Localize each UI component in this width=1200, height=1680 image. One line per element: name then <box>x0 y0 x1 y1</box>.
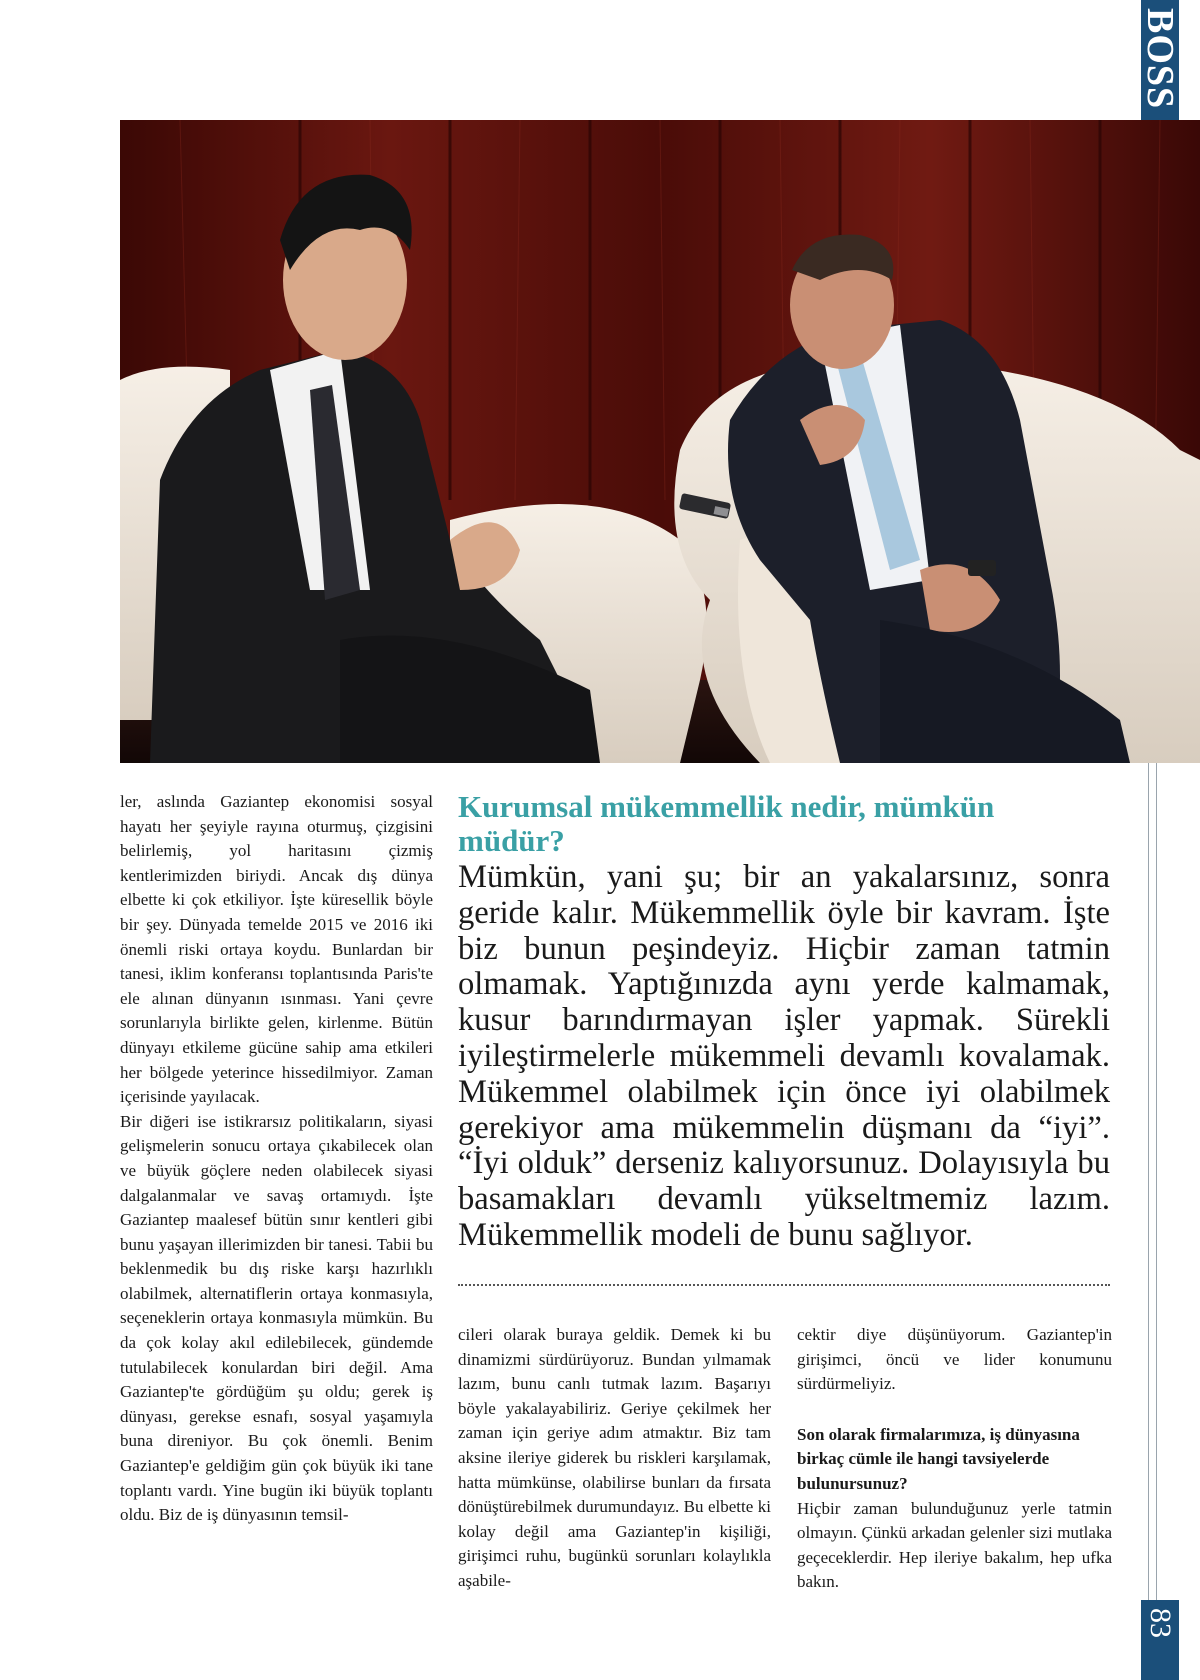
article-right-column <box>797 1323 1112 1595</box>
paragraph: cektir diye düşünüyorum. Gaziantep'in girişimci, öncü ve lider konumunu sürdürmeliyiz. <box>797 1325 1112 1394</box>
paragraph: cileri olarak buraya geldik. Demek ki bu dinamizmi sürdürüyoruz. Bundan yılmamak lazım, bunu canlı tutmak lazım. Başarıyı böyle yakalayabiliriz. Geriye çekilmek her zaman için geriye adım atmaktır. Biz tam aksine ileriye giderek bu riskleri karşılamak, hatta mümkünse, olabilirse bunları da fırsata dönüştürebilmek durumundayız. Bu elbette ki kolay değil ama Gaziantep'in kişiliği, girişimci ruhu, bugünkü sorunları kolaylıkla aşabile- <box>458 1325 771 1590</box>
article-middle-column <box>458 1323 771 1594</box>
paragraph: ler, aslında Gaziantep ekonomisi sosyal hayatı her şeyiyle rayına oturmuş, çizgisini belirlemiş, yol haritasını çizmiş kentlerimizden biriydi. Ancak dış dünya elbette ki çok etkiliyor. İşte küresellik böyle bir şey. Dünyada temelde 2015 ve 2016 iki önemli riski ortaya koydu. Bunlardan bir tanesi, iklim konferansı toplantısında Paris'te ele alınan dünyanın ısınması. Yani çevre sorunlarıyla birlikte gelen, kirlenme. Bütün dünyayı etkileme gücüne sahip ama etkileri her bölgede yeterince hissedilmiyor. Zaman içerisinde yayılacak. <box>120 792 433 1107</box>
answer-paragraph: Mümkün, yani şu; bir an yakalarsınız, sonra geride kalır. Mükemmellik öyle bir kavram. İşte biz bunun peşindeyiz. Hiçbir zaman tatmin olmamak. Yaptığınızda aynı yerde kalmamak, kusur barındırmayan işler yapmak. Sürekli iyileştirmelerle mükemmeli devamlı kovalamak. Mükemmel olabilmek için önce iyi olabilmek gerekiyor ama mükemmelin düşmanı da “iyi”. “İyi olduk” derseniz kalıyorsunuz. Dolayısıyla bu basamakları devamlı yükseltmemiz lazım. Mükemmellik modeli de bunu sağlıyor. <box>458 859 1110 1253</box>
interview-photo <box>120 120 1200 763</box>
question-heading: Son olarak firmalarımıza, iş dünyasına birkaç cümle ile hangi tavsiyelerde bulunursunuz? <box>797 1424 1080 1493</box>
answer-paragraph: Hiçbir zaman bulunduğunuz yerle tatmin olmayın. Çünkü arkadan gelenler sizi mutlaka geçeceklerdir. Hep ileriye bakalım, hep ufka bakın. <box>797 1498 1112 1592</box>
paragraph: Bir diğeri ise istikrarsız politikaların, siyasi gelişmelerin sonucu ortaya çıkabilecek olan ve büyük göçlere neden olabilecek siyasi dalgalanmalar ve savaş ortamıydı. İşte Gaziantep maalesef bütün sınır kentleri gibi bunu yaşayan illerimizden bir tanesi. Tabii bu beklenmedik bu dış riske karşı hazırlıklı olabilmek, alternatiflerin ortaya konmasıyla, seçeneklerin ortaya konmasıyla mümkün. Bu da çok kolay akıl edilebilecek, gündemde tutulabilecek konulardan biri değil. Ama Gaziantep'te gördüğüm şu oldu; gerek iş dünyası, gerekse esnafı, sosyal yaşamıyla buna direniyor. Bu çok önemli. Benim Gaziantep'e geldiğim gün çok büyük iki tane toplantı vardı. Yine bugün iki büyük toplantı oldu. Biz de iş dünyasının temsil- <box>120 1111 433 1525</box>
page-number: 83 <box>1144 1608 1177 1638</box>
question-heading: Kurumsal mükemmellik nedir, mümkün müdür? <box>458 789 995 858</box>
article-left-column <box>120 790 433 1528</box>
dotted-separator <box>458 1284 1110 1286</box>
brand-name: BOSS <box>1139 8 1181 110</box>
